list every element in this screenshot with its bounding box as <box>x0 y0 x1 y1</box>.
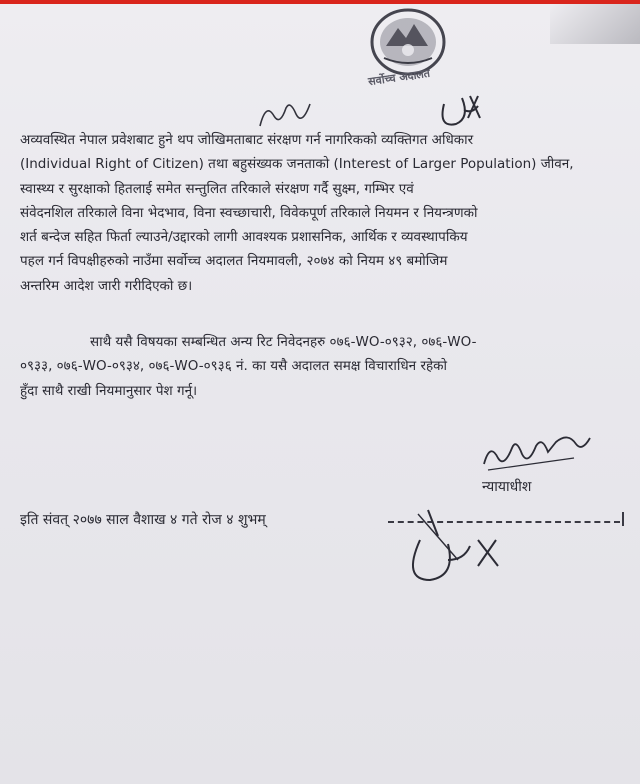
judge-signature <box>478 428 598 476</box>
stamp-initials-mark <box>434 84 484 134</box>
closing-line: इति संवत् २०७७ साल वैशाख ४ गते रोज ४ शुभम् <box>20 512 266 528</box>
signature-label: न्यायाधीश <box>482 479 532 495</box>
closing-initials-mark <box>398 500 508 590</box>
photo-shadow <box>550 4 640 44</box>
paragraph-related-petitions: साथै यसै विषयका सम्बन्धित अन्य रिट निवेदनहरु ०७६-WO-०९३२, ०७६-WO- ०९३३, ०७६-WO-०९३४, ०७६-WO-०९३६ नं. का यसै अदालत समक्ष विचाराधिन रहेको हुँदा साथै राखी नियमानुसार पेश गर्नू। <box>20 334 477 399</box>
end-mark <box>622 512 624 526</box>
margin-initials-mark <box>256 96 316 132</box>
paragraph-order: अव्यवस्थित नेपाल प्रवेशबाट हुने थप जोखिमताबाट संरक्षण गर्न नागरिकको व्यक्तिगत अधिकार (Individual Right of Citizen) तथा बहुसंख्यक जनताको (Interest of Larger Population) जीवन, स्वास्थ्य र सुरक्षाको हितलाई समेत सन्तुलित तरिकाले संरक्षण गर्दै सुक्ष्म, गम्भिर एवं संवेदनशिल तरिकाले विना भेदभाव, विना स्वच्छाचारी, विवेकपूर्ण तरिकाले नियमन र नियन्त्रणको शर्त बन्देज सहित फिर्ता ल्याउने/उद्दारको लागी आवश्यक प्रशासनिक, आर्थिक र व्यवस्थापकिय पहल गर्न विपक्षीहरुको नाउँमा सर्वोच्च अदालत नियमावली, २०७४ को नियम ४९ बमोजिम अन्तरिम आदेश जारी गरीदिएको छ। <box>20 132 574 294</box>
court-stamp <box>364 6 484 136</box>
stamp-text: सर्वोच्च अदालत <box>367 66 431 89</box>
